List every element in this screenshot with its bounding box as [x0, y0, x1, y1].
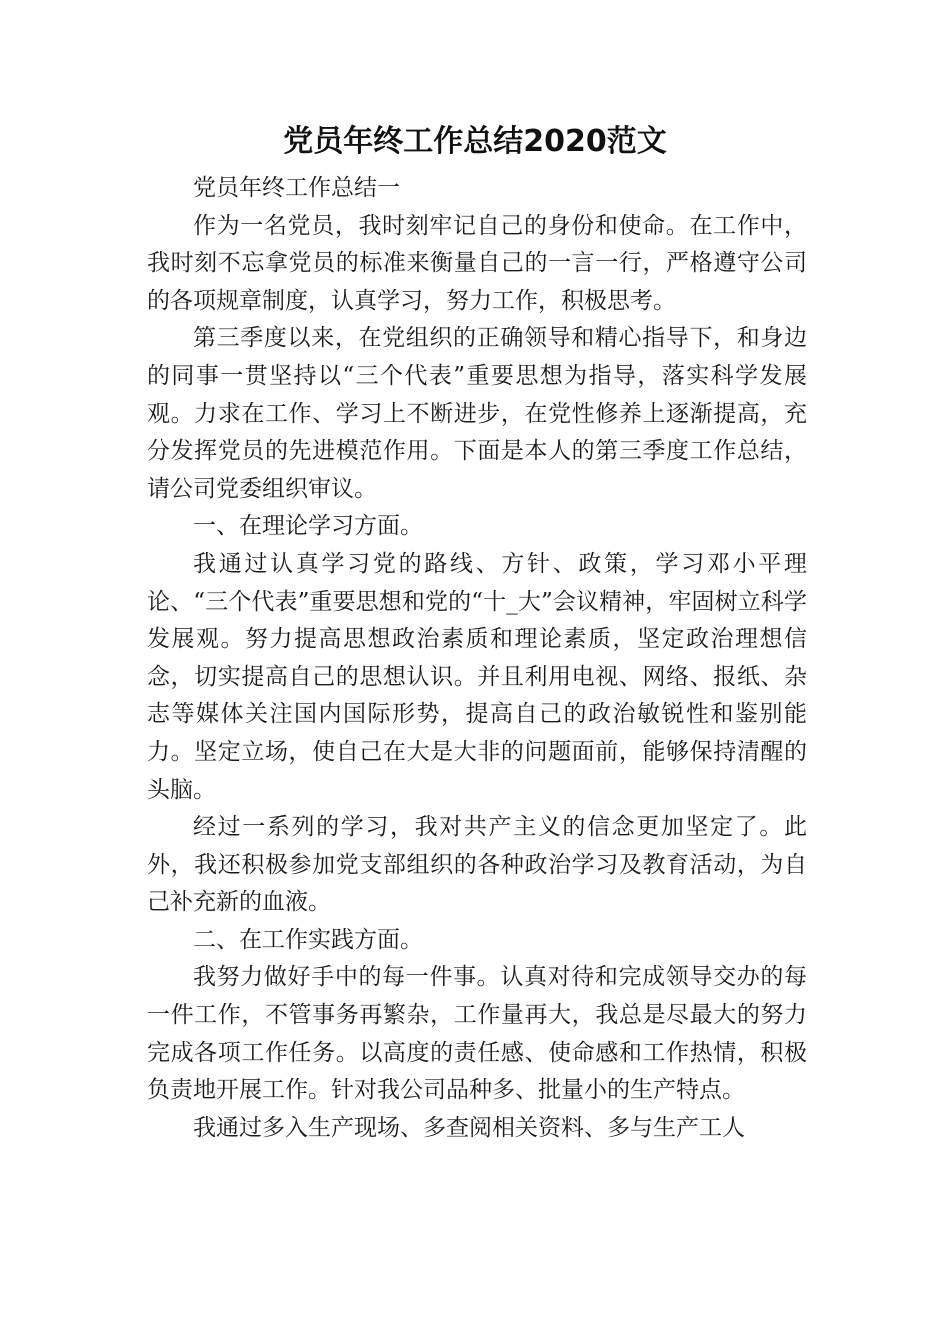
paragraph: 我通过多入生产现场、多查阅相关资料、多与生产工人 [193, 1114, 745, 1141]
document-title: 党员年终工作总结2020范文 [283, 124, 667, 159]
paragraph: 我努力做好手中的每一件事。认真对待和完成领导交办的每一件工作，不管事务再繁杂，工作量再大，我总是尽最大的努力完成各项工作任务。以高度的责任感、使命感和工作热情，积极负责地开展工作。针对我公司品种多、批量小的生产特点。 [147, 964, 807, 1104]
paragraph: 我通过认真学习党的路线、方针、政策，学习邓小平理论、“三个代表”重要思想和党的“十_大”会议精神，牢固树立科学发展观。努力提高思想政治素质和理论素质，坚定政治理想信念，切实提高自己的思想认识。并且利用电视、网络、报纸、杂志等媒体关注国内国际形势，提高自己的政治敏锐性和鉴别能力。坚定立场，使自己在大是大非的问题面前，能够保持清醒的头脑。 [147, 550, 807, 803]
paragraph: 经过一系列的学习，我对共产主义的信念更加坚定了。此外，我还积极参加党支部组织的各种政治学习及教育活动，为自己补充新的血液。 [147, 814, 807, 916]
paragraph-section-heading: 党员年终工作总结一 [193, 175, 400, 201]
paragraph-subheading: 二、在工作实践方面。 [193, 926, 423, 953]
paragraph: 第三季度以来，在党组织的正确领导和精心指导下，和身边的同事一贯坚持以“三个代表”重要思想为指导，落实科学发展观。力求在工作、学习上不断进步，在党性修养上逐渐提高，充分发挥党员的先进模范作用。下面是本人的第三季度工作总结，请公司党委组织审议。 [147, 325, 807, 502]
document-body [147, 170, 807, 1147]
paragraph: 作为一名党员，我时刻牢记自己的身份和使命。在工作中，我时刻不忘拿党员的标准来衡量自己的一言一行，严格遵守公司的各项规章制度，认真学习，努力工作，积极思考。 [147, 212, 807, 314]
paragraph-subheading: 一、在理论学习方面。 [193, 513, 423, 540]
